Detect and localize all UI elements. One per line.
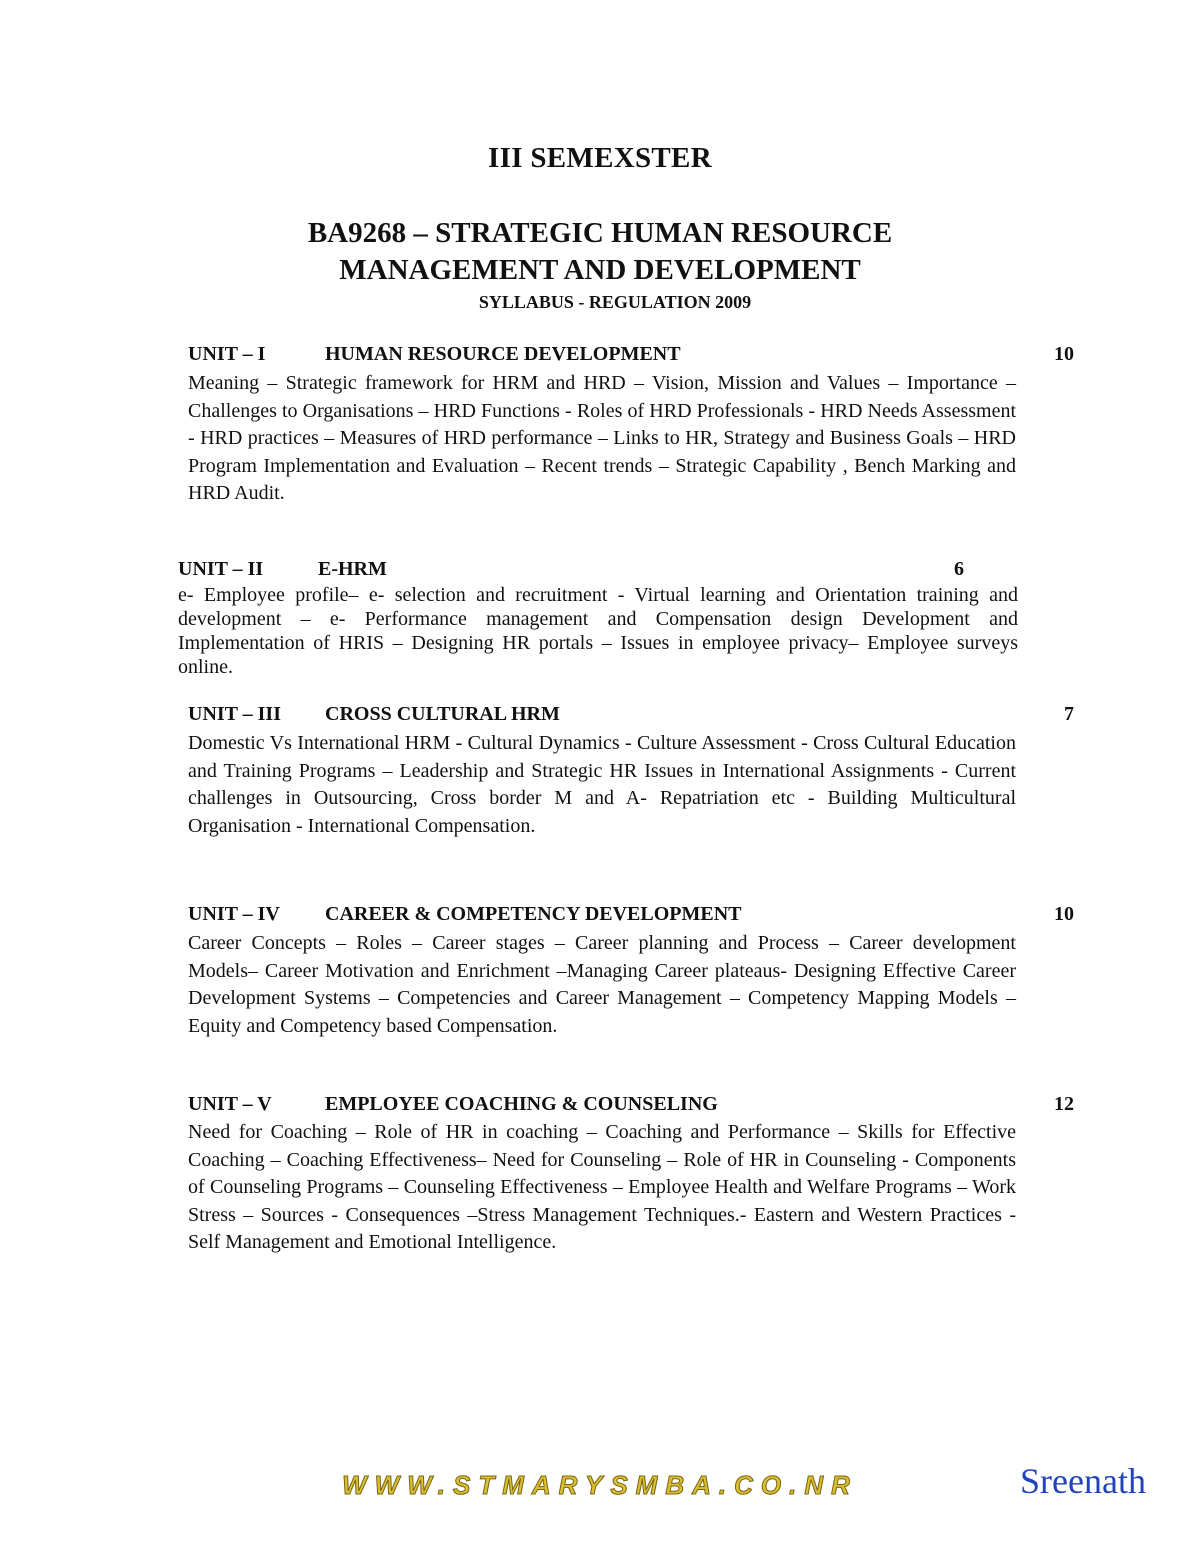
unit-3-hours: 7: [1064, 703, 1074, 725]
website-watermark: WWW.STMARYSMBA.CO.NR: [342, 1470, 858, 1500]
unit-5-number: UNIT – V: [188, 1093, 272, 1115]
course-title-line-2: MANAGEMENT AND DEVELOPMENT: [339, 254, 861, 286]
unit-4-heading: [188, 903, 888, 929]
unit-2-title: E-HRM: [318, 558, 387, 580]
unit-5-title: EMPLOYEE COACHING & COUNSELING: [325, 1093, 718, 1115]
unit-4-title: CAREER & COMPETENCY DEVELOPMENT: [325, 903, 742, 925]
unit-3-content: Domestic Vs International HRM - Cultural Dynamics - Culture Assessment - Cross Cultural Education and Training Programs – Leadership and Strategic HR Issues in International Assignments - Current challenges in Outsourcing, Cross border M and A- Repatriation etc - Building Multicultural Organisation - International Compensation.: [188, 732, 1016, 837]
unit-4-number: UNIT – IV: [188, 903, 280, 925]
semester-heading: III SEMEXSTER: [488, 142, 712, 174]
unit-5-heading: [188, 1093, 888, 1119]
unit-4-hours: 10: [1054, 903, 1074, 925]
unit-2-hours: 6: [954, 558, 964, 580]
unit-2-heading: [178, 558, 778, 584]
unit-5-hours: 12: [1054, 1093, 1074, 1115]
author-signature: Sreenath: [1020, 1461, 1146, 1501]
unit-1-number: UNIT – I: [188, 343, 266, 365]
course-title-line-1: BA9268 – STRATEGIC HUMAN RESOURCE: [307, 217, 893, 249]
unit-2-content: e- Employee profile– e- selection and recruitment - Virtual learning and Orientation training and development – e- Performance management and Compensation design Development and Implementation of HRIS – Designing HR portals – Issues in employee privacy– Employee surveys online.: [178, 584, 1018, 678]
unit-4-content: Career Concepts – Roles – Career stages – Career planning and Process – Career development Models– Career Motivation and Enrichment –Managing Career plateaus- Designing Effective Career Development Systems – Competencies and Career Management – Competency Mapping Models – Equity and Competency based Compensation.: [188, 932, 1016, 1037]
unit-1-title: HUMAN RESOURCE DEVELOPMENT: [325, 343, 681, 365]
unit-3-title: CROSS CULTURAL HRM: [325, 703, 560, 725]
unit-1-content: Meaning – Strategic framework for HRM and HRD – Vision, Mission and Values – Importance – Challenges to Organisations – HRD Functions - Roles of HRD Professionals - HRD Needs Assessment - HRD practices – Measures of HRD performance – Links to HR, Strategy and Business Goals – HRD Program Implementation and Evaluation – Recent trends – Strategic Capability , Bench Marking and HRD Audit.: [188, 372, 1016, 504]
unit-1-hours: 10: [1054, 343, 1074, 365]
unit-2-number: UNIT – II: [178, 558, 264, 580]
unit-3-number: UNIT – III: [188, 703, 281, 725]
unit-3-heading: [188, 703, 788, 729]
unit-5-content: Need for Coaching – Role of HR in coaching – Coaching and Performance – Skills for Effective Coaching – Coaching Effectiveness– Need for Counseling – Role of HR in Counseling - Components of Counseling Programs – Counseling Effectiveness – Employee Health and Welfare Programs – Work Stress – Sources - Consequences –Stress Management Techniques.- Eastern and Western Practices - Self Management and Emotional Intelligence.: [188, 1121, 1016, 1253]
syllabus-regulation: SYLLABUS - REGULATION 2009: [478, 292, 752, 312]
unit-1-heading: [188, 343, 788, 369]
